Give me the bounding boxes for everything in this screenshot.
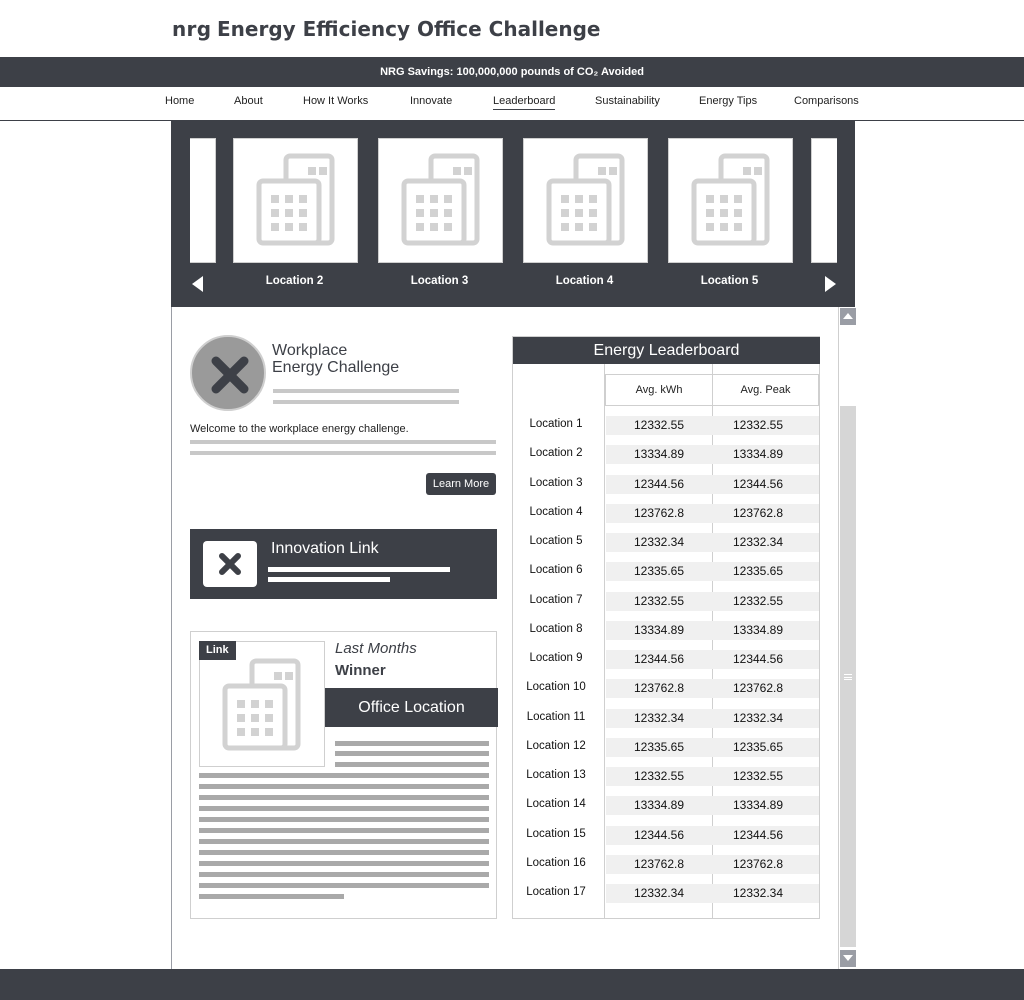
challenge-title bbox=[272, 342, 462, 376]
peak-cell: 12344.56 bbox=[732, 827, 784, 842]
nav-comparisons[interactable]: Comparisons bbox=[794, 95, 859, 107]
savings-banner: NRG Savings: 100,000,000 pounds of CO₂ Avoided bbox=[0, 57, 1024, 87]
kwh-cell: 12344.56 bbox=[633, 652, 685, 666]
peak-cell: 13334.89 bbox=[732, 622, 784, 637]
site-title: Energy Efficiency Office Challenge bbox=[217, 17, 601, 41]
header bbox=[0, 0, 1024, 57]
main-nav bbox=[0, 87, 1024, 121]
nav-sustainability[interactable]: Sustainability bbox=[595, 95, 660, 107]
carousel-next-arrow-icon[interactable] bbox=[825, 276, 836, 292]
table-row[interactable] bbox=[513, 592, 820, 611]
table-row[interactable] bbox=[513, 855, 820, 874]
innovation-link-title[interactable]: Innovation Link bbox=[271, 540, 379, 557]
carousel-label[interactable]: Location 5 bbox=[700, 275, 759, 287]
table-row[interactable] bbox=[513, 679, 820, 698]
location-cell: Location 16 bbox=[526, 856, 586, 869]
placeholder-line bbox=[335, 741, 489, 746]
placeholder-line bbox=[335, 762, 489, 767]
winner-title: Last Months bbox=[335, 640, 417, 657]
placeholder-line bbox=[199, 861, 489, 866]
scrollbar-thumb[interactable] bbox=[840, 406, 856, 947]
kwh-cell: 13334.89 bbox=[633, 798, 685, 813]
kwh-cell: 12332.34 bbox=[633, 710, 685, 725]
location-cell: Location 14 bbox=[526, 798, 586, 811]
placeholder-line bbox=[199, 806, 489, 811]
kwh-cell: 13334.89 bbox=[633, 447, 685, 462]
location-cell: Location 5 bbox=[529, 535, 583, 547]
placeholder-line bbox=[199, 817, 489, 822]
column-header-kwh[interactable]: Avg. kWh bbox=[605, 374, 713, 406]
building-icon bbox=[222, 658, 302, 752]
table-row[interactable] bbox=[513, 884, 820, 903]
kwh-cell: 13334.89 bbox=[633, 622, 685, 637]
placeholder-line bbox=[273, 400, 459, 404]
kwh-cell: 12332.55 bbox=[633, 593, 685, 608]
link-badge[interactable]: Link bbox=[199, 641, 236, 660]
placeholder-line bbox=[335, 751, 489, 756]
nav-how-it-works[interactable]: How It Works bbox=[303, 95, 369, 107]
kwh-cell: 12332.55 bbox=[633, 418, 685, 432]
peak-cell: 12335.65 bbox=[732, 739, 784, 754]
innovation-link-card[interactable] bbox=[190, 529, 497, 599]
energy-leaderboard bbox=[512, 336, 820, 919]
table-row[interactable] bbox=[513, 650, 820, 669]
carousel-prev-arrow-icon[interactable] bbox=[192, 276, 203, 292]
peak-cell: 13334.89 bbox=[732, 447, 784, 462]
table-row[interactable] bbox=[513, 621, 820, 640]
peak-cell: 123762.8 bbox=[732, 505, 784, 520]
challenge-title-line2: Energy Challenge bbox=[272, 359, 400, 376]
table-row[interactable] bbox=[513, 826, 820, 845]
learn-more-button[interactable]: Learn More bbox=[426, 473, 496, 495]
peak-cell: 123762.8 bbox=[732, 856, 784, 871]
grip-icon bbox=[844, 674, 852, 680]
placeholder-line bbox=[273, 389, 459, 393]
placeholder-line bbox=[199, 850, 489, 855]
kwh-cell: 12332.34 bbox=[633, 535, 685, 549]
table-row[interactable] bbox=[513, 796, 820, 815]
location-cell: Location 15 bbox=[526, 827, 586, 840]
location-cell: Location 10 bbox=[526, 681, 586, 694]
kwh-cell: 123762.8 bbox=[633, 856, 685, 871]
placeholder-line bbox=[199, 872, 489, 877]
location-cell: Location 7 bbox=[529, 593, 583, 606]
kwh-cell: 12344.56 bbox=[633, 827, 685, 842]
peak-cell: 12335.65 bbox=[732, 564, 784, 579]
scroll-down-arrow-icon[interactable] bbox=[840, 950, 856, 967]
placeholder-line bbox=[199, 795, 489, 800]
kwh-cell: 12332.55 bbox=[633, 769, 685, 783]
kwh-cell: 12335.65 bbox=[633, 739, 685, 754]
nav-energy-tips[interactable]: Energy Tips bbox=[699, 95, 758, 107]
office-location-label[interactable]: Office Location bbox=[325, 688, 498, 727]
placeholder-line bbox=[190, 451, 496, 455]
location-cell: Location 3 bbox=[529, 476, 583, 489]
nrg-logo[interactable]: nrg bbox=[172, 17, 212, 41]
kwh-cell: 123762.8 bbox=[633, 681, 685, 696]
close-icon bbox=[218, 552, 242, 576]
placeholder-line bbox=[199, 784, 489, 789]
placeholder-line bbox=[190, 440, 496, 444]
column-header-peak[interactable]: Avg. Peak bbox=[712, 374, 819, 406]
location-cell: Location 4 bbox=[529, 505, 583, 518]
vertical-scrollbar[interactable] bbox=[838, 307, 856, 969]
peak-cell: 12332.34 bbox=[732, 535, 784, 549]
table-row[interactable] bbox=[513, 738, 820, 757]
placeholder-line bbox=[199, 828, 489, 833]
table-row[interactable] bbox=[513, 562, 820, 581]
carousel-thumb-partial-right[interactable] bbox=[811, 138, 837, 263]
nav-leaderboard[interactable]: Leaderboard bbox=[493, 95, 555, 110]
peak-cell: 12332.34 bbox=[732, 710, 784, 725]
carousel-label[interactable]: Location 3 bbox=[410, 275, 469, 287]
carousel-thumb[interactable] bbox=[668, 138, 793, 263]
welcome-text: Welcome to the workplace energy challenge. bbox=[190, 423, 409, 435]
peak-cell: 12332.55 bbox=[732, 769, 784, 783]
table-row[interactable] bbox=[513, 767, 820, 786]
carousel-thumb[interactable] bbox=[523, 138, 648, 263]
table-row[interactable] bbox=[513, 475, 820, 494]
location-cell: Location 1 bbox=[529, 418, 583, 430]
table-row[interactable] bbox=[513, 504, 820, 523]
peak-cell: 12332.34 bbox=[732, 886, 784, 900]
carousel-label[interactable]: Location 4 bbox=[555, 275, 614, 287]
location-cell: Location 13 bbox=[526, 769, 586, 781]
placeholder-line bbox=[268, 577, 390, 582]
challenge-title-line1: Workplace bbox=[272, 342, 348, 359]
carousel-label[interactable]: Location 2 bbox=[265, 275, 324, 287]
peak-cell: 12344.56 bbox=[732, 476, 784, 491]
carousel-thumb[interactable] bbox=[378, 138, 503, 263]
building-icon bbox=[691, 153, 771, 247]
leaderboard-title: Energy Leaderboard bbox=[513, 337, 820, 364]
peak-cell: 12344.56 bbox=[732, 652, 784, 666]
placeholder-line bbox=[199, 894, 344, 899]
location-cell: Location 8 bbox=[529, 622, 583, 635]
kwh-cell: 123762.8 bbox=[633, 505, 685, 520]
nav-about[interactable]: About bbox=[234, 95, 263, 107]
close-icon bbox=[210, 355, 250, 395]
kwh-cell: 12344.56 bbox=[633, 476, 685, 491]
innovation-icon bbox=[203, 541, 257, 587]
placeholder-line bbox=[199, 883, 489, 888]
building-icon bbox=[401, 153, 481, 247]
peak-cell: 123762.8 bbox=[732, 681, 784, 696]
challenge-icon bbox=[190, 335, 266, 411]
placeholder-line bbox=[199, 773, 489, 778]
carousel-thumb-partial-left[interactable] bbox=[190, 138, 216, 263]
kwh-cell: 12332.34 bbox=[633, 886, 685, 900]
peak-cell: 12332.55 bbox=[732, 593, 784, 608]
table-row[interactable] bbox=[513, 709, 820, 728]
footer bbox=[0, 969, 1024, 1000]
location-cell: Location 17 bbox=[526, 886, 586, 898]
table-row[interactable] bbox=[513, 445, 820, 464]
main-content bbox=[171, 307, 855, 969]
carousel-thumb[interactable] bbox=[233, 138, 358, 263]
placeholder-line bbox=[199, 839, 489, 844]
last-months-winner-card bbox=[190, 631, 497, 919]
table-row[interactable] bbox=[513, 533, 820, 552]
nav-innovate[interactable]: Innovate bbox=[410, 95, 453, 107]
location-cell: Location 12 bbox=[526, 739, 586, 752]
building-icon bbox=[546, 153, 626, 247]
winner-subtitle: Winner bbox=[335, 662, 386, 679]
table-row[interactable] bbox=[513, 416, 820, 435]
placeholder-line bbox=[268, 567, 450, 572]
location-cell: Location 2 bbox=[529, 447, 583, 460]
building-icon bbox=[256, 153, 336, 247]
location-carousel bbox=[171, 121, 855, 307]
peak-cell: 12332.55 bbox=[732, 418, 784, 432]
peak-cell: 13334.89 bbox=[732, 798, 784, 813]
kwh-cell: 12335.65 bbox=[633, 564, 685, 579]
location-cell: Location 11 bbox=[526, 710, 586, 723]
location-cell: Location 6 bbox=[529, 564, 583, 577]
nav-home[interactable]: Home bbox=[165, 95, 195, 107]
scroll-up-arrow-icon[interactable] bbox=[840, 308, 856, 325]
location-cell: Location 9 bbox=[529, 652, 583, 664]
